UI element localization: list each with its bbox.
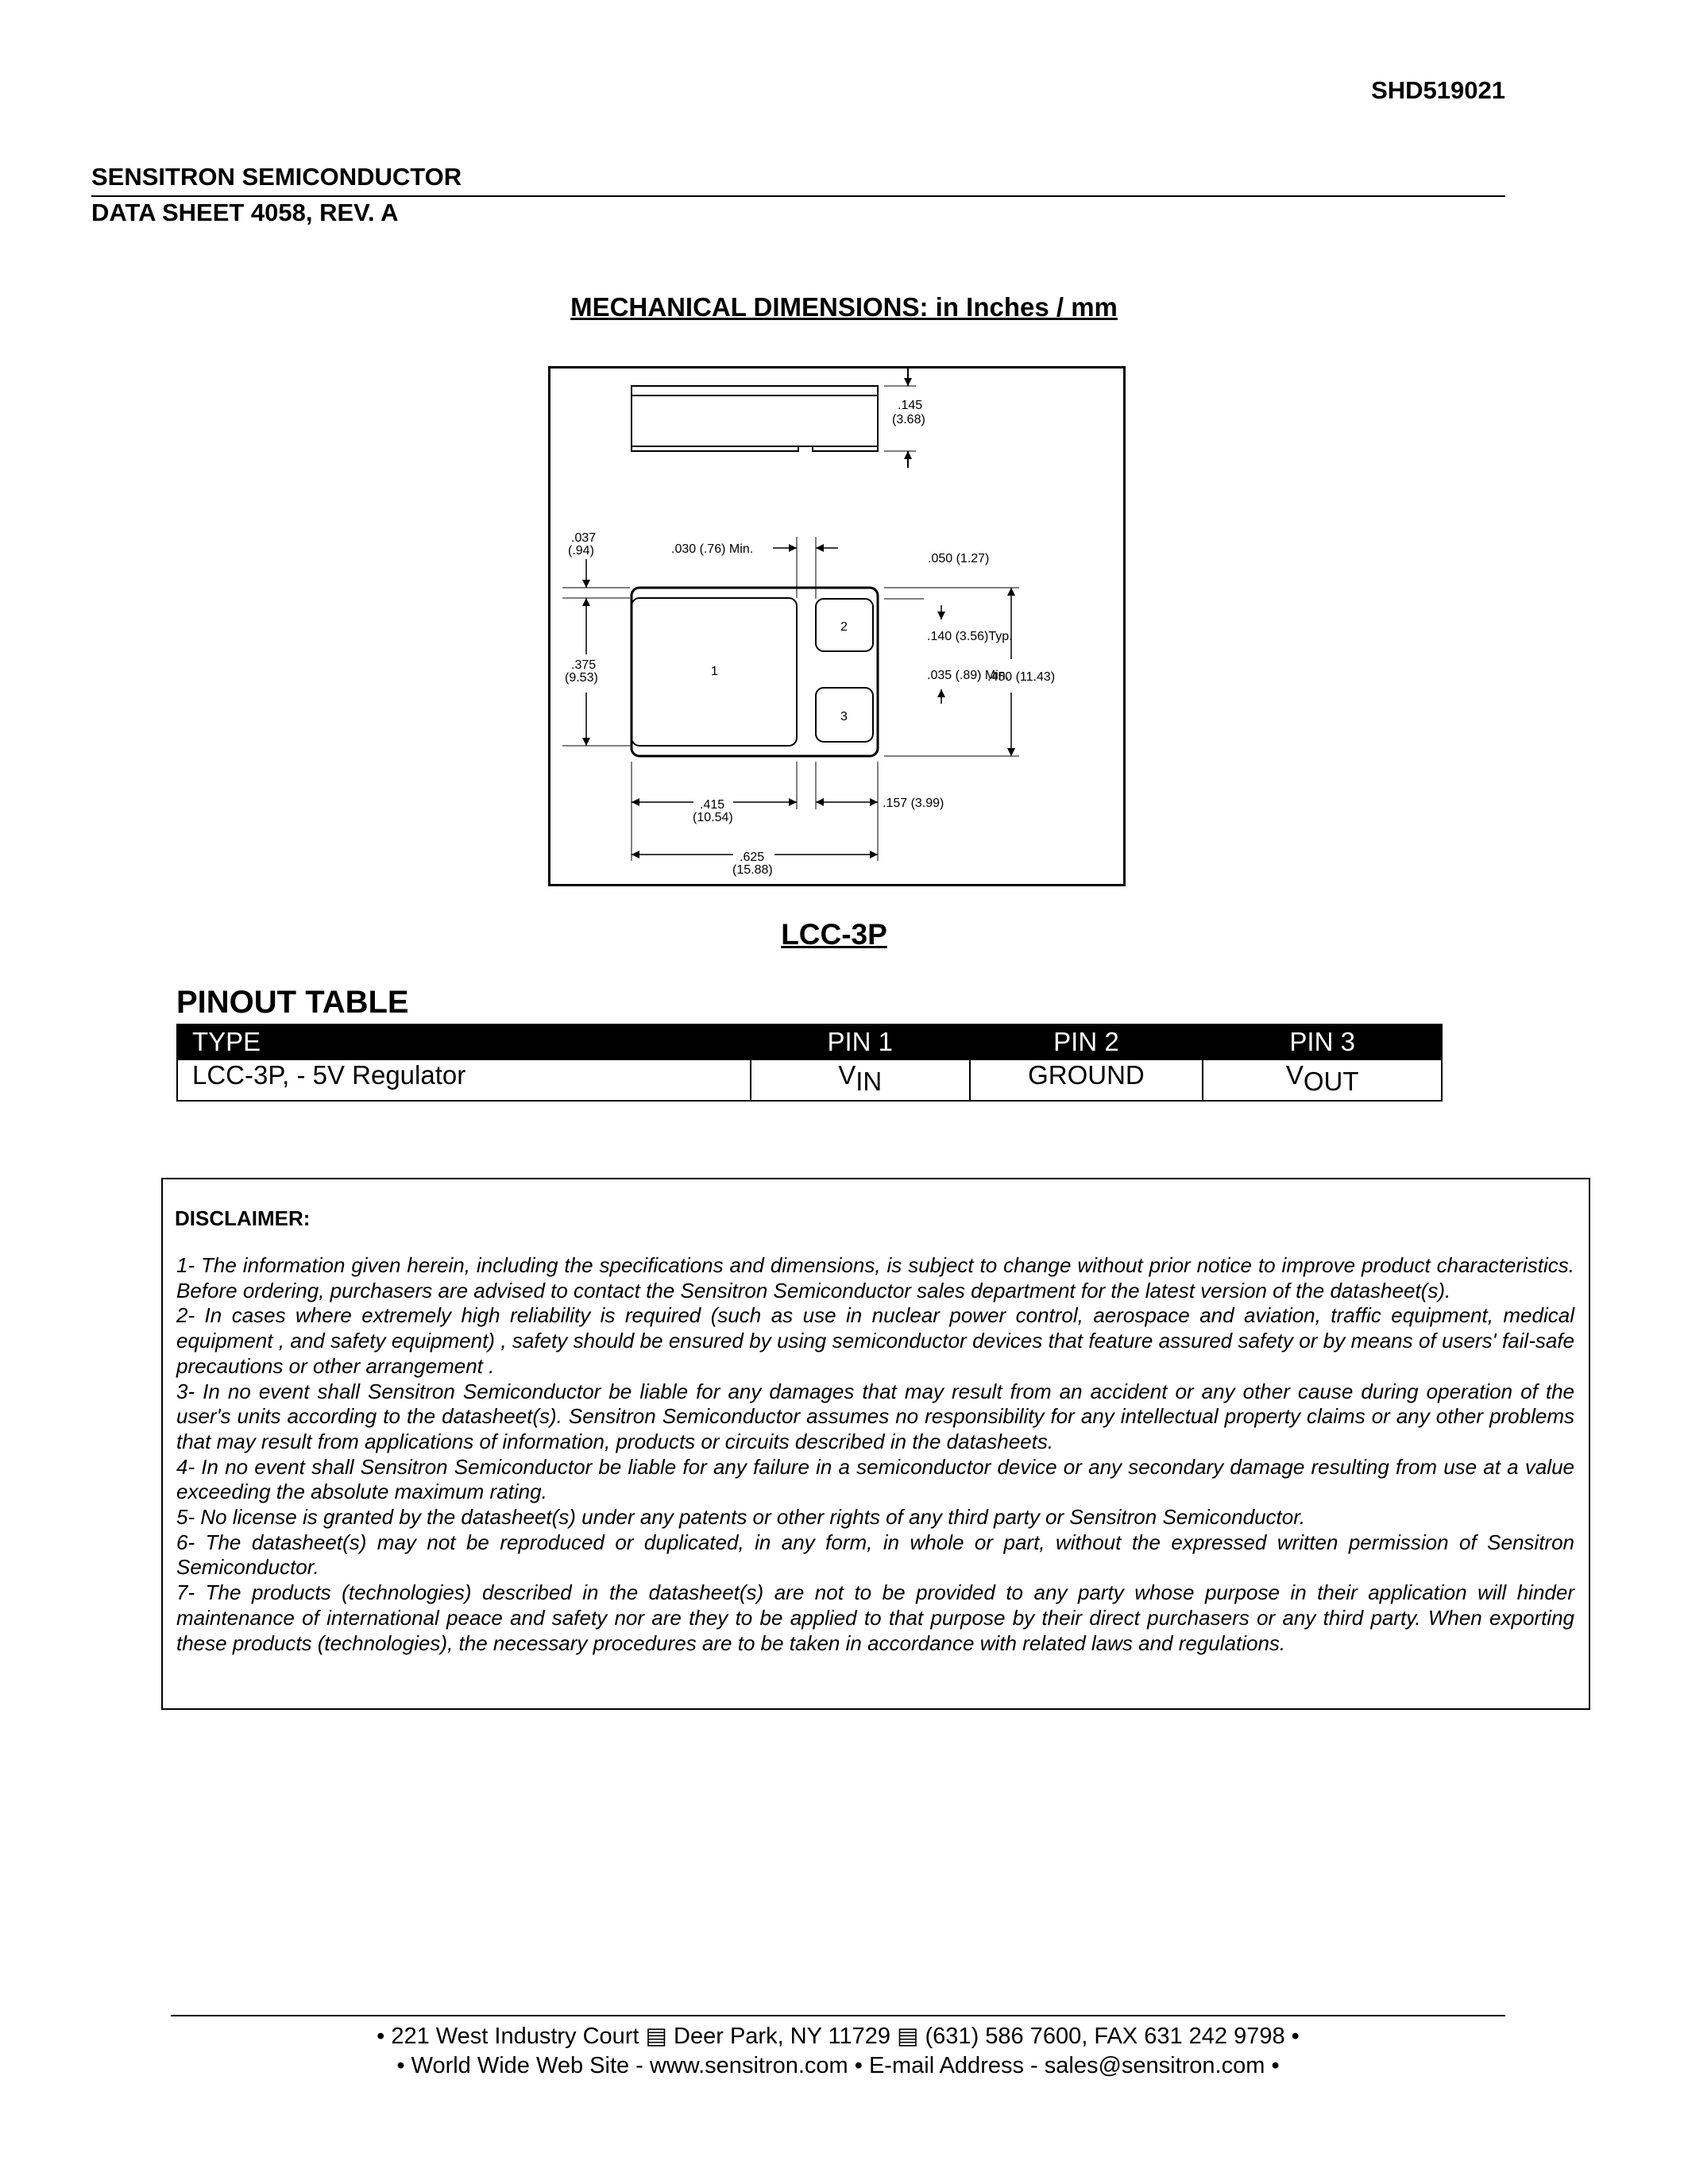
pin3-subscript: OUT xyxy=(1303,1067,1359,1096)
footer-divider xyxy=(171,2015,1505,2016)
dim-pad-height-in: .375 xyxy=(571,658,597,672)
data-sheet-revision: DATA SHEET 4058, REV. A xyxy=(91,199,399,226)
pinout-table xyxy=(176,1024,1443,1102)
pinout-header-row xyxy=(177,1024,1442,1059)
dim-total-width-in: .625 xyxy=(740,851,765,864)
table-row xyxy=(177,1059,1442,1101)
dim-pad-height-mm: (9.53) xyxy=(565,671,598,685)
pin-1-label: 1 xyxy=(711,665,718,678)
disclaimer-title: DISCLAIMER: xyxy=(175,1206,311,1230)
package-name: LCC-3P xyxy=(781,918,887,951)
pin-3-label: 3 xyxy=(840,710,848,723)
dim-gap-min: .030 (.76) Min. xyxy=(671,542,754,556)
disclaimer-item-6: 6- The datasheet(s) may not be reproduced or duplicated, in any form, in whole or part, without the expressed written permission of Sensitron Semiconductor. xyxy=(176,1530,1574,1580)
dim-total-width-mm: (15.88) xyxy=(732,863,773,877)
dim-pad1-width-in: .415 xyxy=(700,798,725,812)
dim-pad1-width-mm: (10.54) xyxy=(693,811,733,824)
disclaimer-item-7: 7- The products (technologies) described in the datasheet(s) are not to be provided to any party whose purpose in their application will hinder maintenance of international peace and safety nor are they to be applied to that purpose by their direct purchasers or any third party. When exporting these products (technologies), the necessary procedures are to be taken in accordance with related laws and regulations. xyxy=(176,1580,1574,1655)
header-type: TYPE xyxy=(177,1024,751,1059)
header-divider xyxy=(91,195,1505,197)
footer-contact: • World Wide Web Site - www.sensitron.com • E-mail Address - sales@sensitron.com • xyxy=(396,2053,1280,2078)
pin3-symbol: V xyxy=(1285,1060,1304,1090)
dim-height-in: .145 xyxy=(898,399,923,412)
disclaimer-item-4: 4- In no event shall Sensitron Semiconductor be liable for any failure in a semiconductor device or any secondary damage resulting from use at a value exceeding the absolute maximum rating. xyxy=(176,1454,1574,1504)
footer-address: • 221 West Industry Court ▤ Deer Park, NY 11729 ▤ (631) 586 7600, FAX 631 242 9798 • xyxy=(377,2024,1300,2049)
pin1-subscript: IN xyxy=(856,1067,883,1096)
dim-pad-offset-in: .037 xyxy=(571,531,597,545)
company-name: SENSITRON SEMICONDUCTOR xyxy=(91,163,462,191)
dim-total-height: .450 (11.43) xyxy=(987,670,1056,684)
dim-height-mm: (3.68) xyxy=(892,413,925,426)
disclaimer-item-2: 2- In cases where extremely high reliability is required (such as use in nuclear power control, aerospace and aviation, traffic equipment, medical equipment , and safety equipment) , safety should be ensured by using semiconductor devices that feature assured safety or by means of users' fail-safe precautions or other arrangement . xyxy=(176,1303,1574,1378)
document-number: SHD519021 xyxy=(1371,76,1505,104)
disclaimer-item-3: 3- In no event shall Sensitron Semiconductor be liable for any damages that may result from an accident or any other cause during operation of the user's units according to the datasheet(s). Sensitron Semiconductor assumes no responsibility for any intellectual property claims or any other problems that may result from applications of information, products or circuits described in the datasheets. xyxy=(176,1379,1574,1453)
mechanical-dimensions-title: MECHANICAL DIMENSIONS: in Inches / mm xyxy=(570,292,1118,322)
header-pin1: PIN 1 xyxy=(751,1024,970,1059)
cell-pin1 xyxy=(751,1059,970,1101)
dim-pad-margin: .050 (1.27) xyxy=(928,552,990,565)
disclaimer-item-5: 5- No license is granted by the datasheet(s) under any patents or other rights of any third party or Sensitron Semiconductor. xyxy=(176,1505,1306,1530)
dim-pin-pitch: .140 (3.56)Typ. xyxy=(927,630,1013,643)
cell-pin2: GROUND xyxy=(970,1059,1203,1101)
dim-pad-offset-mm: (.94) xyxy=(568,544,594,558)
dim-pad-width: .157 (3.99) xyxy=(883,797,944,810)
side-view xyxy=(632,369,916,468)
pinout-table-title: PINOUT TABLE xyxy=(176,985,409,1020)
header-pin2: PIN 2 xyxy=(970,1024,1203,1059)
disclaimer-item-1: 1- The information given herein, including the specifications and dimensions, is subject to change without prior notice to improve product characteristics. Before ordering, purchasers are advised to contact the Sensitron Semiconductor sales department for the latest version of the datasheet(s). xyxy=(176,1253,1574,1302)
cell-type: LCC-3P, - 5V Regulator xyxy=(177,1059,751,1101)
mechanical-drawing xyxy=(548,366,1126,886)
dim-pad-gap-min: .035 (.89) Min. xyxy=(927,669,1010,682)
pin1-symbol: V xyxy=(838,1060,856,1090)
disclaimer-text xyxy=(176,1253,1574,1656)
pin-2-label: 2 xyxy=(840,620,848,634)
package-outline xyxy=(632,588,878,756)
header-pin3: PIN 3 xyxy=(1203,1024,1442,1059)
cell-pin3 xyxy=(1203,1059,1442,1101)
